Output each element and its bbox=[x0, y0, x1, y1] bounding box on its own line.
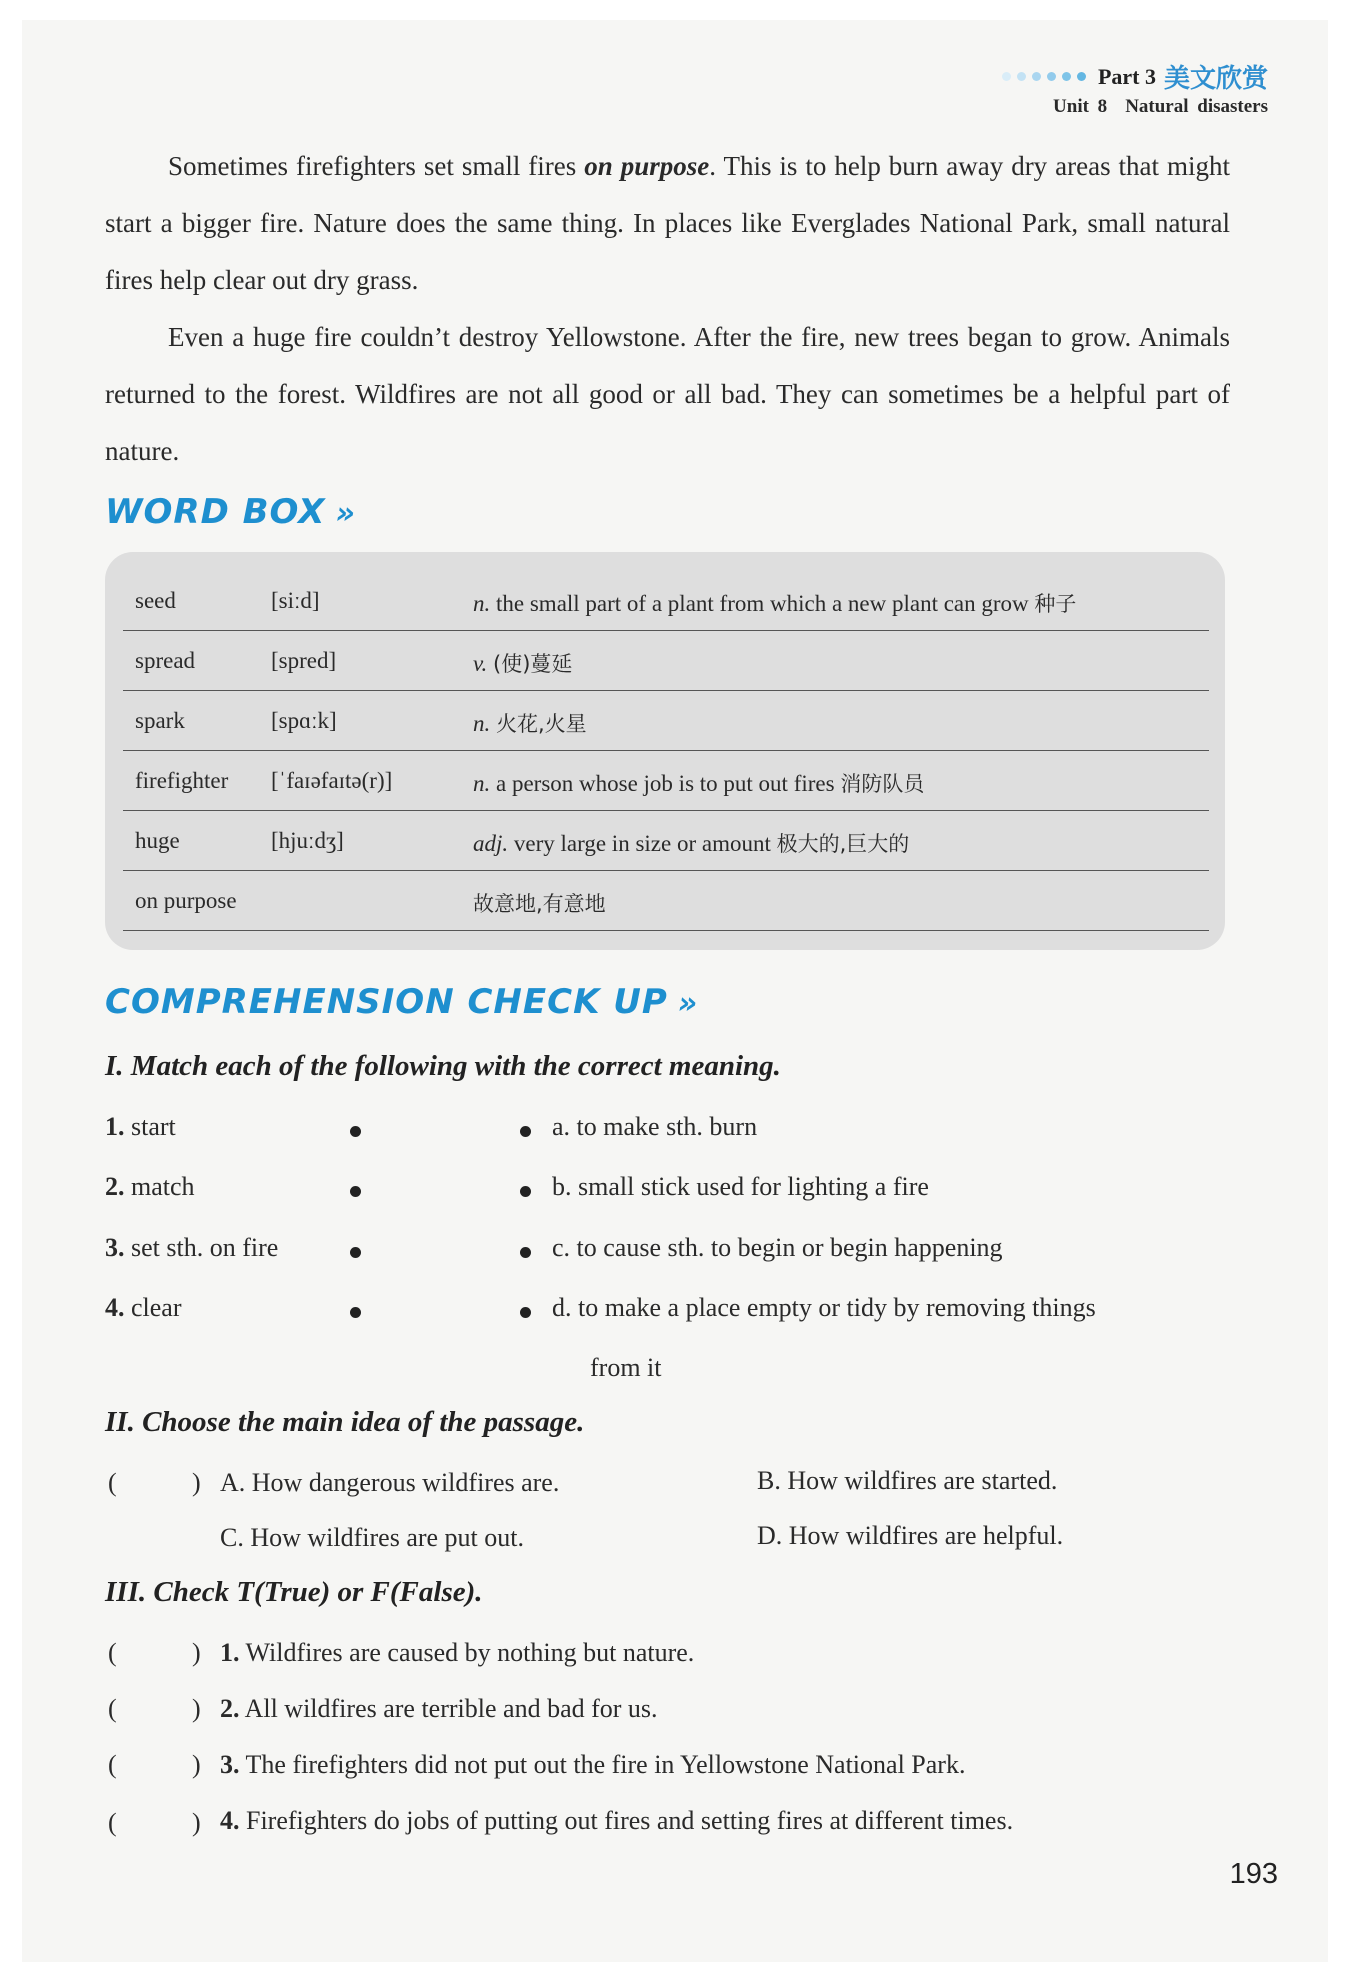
answer-blank-close: ) bbox=[192, 1468, 201, 1497]
word-row: spark [spɑːk] n. 火花,火星 bbox=[123, 690, 1209, 751]
unit-topic: Natural disasters bbox=[1125, 96, 1268, 117]
word-row: seed [siːd] n. the small part of a plant from which a new plant can grow 种子 bbox=[123, 570, 1209, 631]
word-row: huge [hjuːdʒ] adj. very large in size or amount 极大的,巨大的 bbox=[123, 810, 1209, 871]
choice-option: B. How wildfires are started. bbox=[757, 1466, 1058, 1495]
answer-blank-open[interactable]: ( bbox=[108, 1694, 117, 1723]
choice-option: D. How wildfires are helpful. bbox=[757, 1521, 1064, 1550]
match-right-item: a. to make sth. burn bbox=[552, 1112, 758, 1141]
tf-statement: 4. Firefighters do jobs of putting out fires and setting fires at different times. bbox=[220, 1806, 1014, 1835]
tf-statement: 3. The firefighters did not put out the fire in Yellowstone National Park. bbox=[220, 1750, 966, 1779]
match-dot-right[interactable] bbox=[520, 1186, 531, 1197]
match-right-continuation: from it bbox=[590, 1353, 662, 1382]
answer-blank-open[interactable]: ( bbox=[108, 1808, 117, 1837]
passage-paragraph-1: Sometimes firefighters set small fires on purpose. This is to help burn away dry areas that might start a bigger fire. Nature does the same thing. In places like Everglades National Park, small natural fires help clear out dry grass. bbox=[105, 151, 1231, 295]
answer-blank-close: ) bbox=[192, 1750, 201, 1779]
match-dot-left[interactable] bbox=[350, 1126, 361, 1137]
choice-option: C. How wildfires are put out. bbox=[220, 1523, 525, 1552]
match-left-item: 1. start bbox=[105, 1112, 176, 1141]
answer-blank-close: ) bbox=[192, 1694, 201, 1723]
exercise-3-heading: III. Check T(True) or F(False). bbox=[105, 1576, 483, 1608]
match-left-item: 2. match bbox=[105, 1172, 195, 1201]
match-right-item: b. small stick used for lighting a fire bbox=[552, 1172, 929, 1201]
tf-statement: 2. All wildfires are terrible and bad for us. bbox=[220, 1694, 658, 1723]
word-box bbox=[105, 552, 1225, 950]
chevron-icon: » bbox=[335, 496, 356, 531]
answer-blank-close: ) bbox=[192, 1808, 201, 1837]
part-label: Part 3 bbox=[1097, 63, 1156, 89]
unit-label: Unit 8 bbox=[1053, 96, 1108, 117]
word-row: spread [spred] v. (使)蔓延 bbox=[123, 630, 1209, 691]
match-right-item: c. to cause sth. to begin or begin happening bbox=[552, 1233, 1003, 1262]
word-row: on purpose 故意地,有意地 bbox=[123, 870, 1209, 931]
match-dot-left[interactable] bbox=[350, 1247, 361, 1258]
match-dot-left[interactable] bbox=[350, 1186, 361, 1197]
answer-blank-open[interactable]: ( bbox=[108, 1468, 117, 1497]
tf-statement: 1. Wildfires are caused by nothing but nature. bbox=[220, 1638, 695, 1667]
page-number: 193 bbox=[1229, 1858, 1278, 1890]
part-header bbox=[1002, 58, 1268, 95]
decorative-dots bbox=[1002, 72, 1086, 81]
answer-blank-open[interactable]: ( bbox=[108, 1750, 117, 1779]
comprehension-title: COMPREHENSION CHECK UP » bbox=[105, 982, 699, 1022]
answer-blank-close: ) bbox=[192, 1638, 201, 1667]
choice-option: A. How dangerous wildfires are. bbox=[220, 1468, 560, 1497]
part-title-cn: 美文欣赏 bbox=[1163, 64, 1268, 94]
match-right-item: d. to make a place empty or tidy by removing things bbox=[552, 1293, 1096, 1322]
answer-blank-open[interactable]: ( bbox=[108, 1638, 117, 1667]
unit-header bbox=[1053, 96, 1268, 118]
wordbox-title: WORD BOX » bbox=[105, 492, 356, 532]
passage-paragraph-2: Even a huge fire couldn’t destroy Yellowstone. After the fire, new trees began to grow. Animals returned to the forest. Wildfires are not all good or all bad. They can sometimes be a helpful part of nature. bbox=[105, 322, 1230, 466]
exercise-1-heading: I. Match each of the following with the correct meaning. bbox=[105, 1050, 781, 1082]
chevron-icon: » bbox=[677, 986, 699, 1021]
match-left-item: 3. set sth. on fire bbox=[105, 1233, 279, 1262]
bold-phrase: on purpose bbox=[584, 151, 710, 181]
match-left-item: 4. clear bbox=[105, 1293, 182, 1322]
word-row: firefighter [ˈfaɪəfaɪtə(r)] n. a person whose job is to put out fires 消防队员 bbox=[123, 750, 1209, 811]
match-dot-right[interactable] bbox=[520, 1126, 531, 1137]
match-dot-right[interactable] bbox=[520, 1247, 531, 1258]
match-dot-left[interactable] bbox=[350, 1307, 361, 1318]
exercise-2-heading: II. Choose the main idea of the passage. bbox=[105, 1406, 585, 1438]
match-dot-right[interactable] bbox=[520, 1307, 531, 1318]
